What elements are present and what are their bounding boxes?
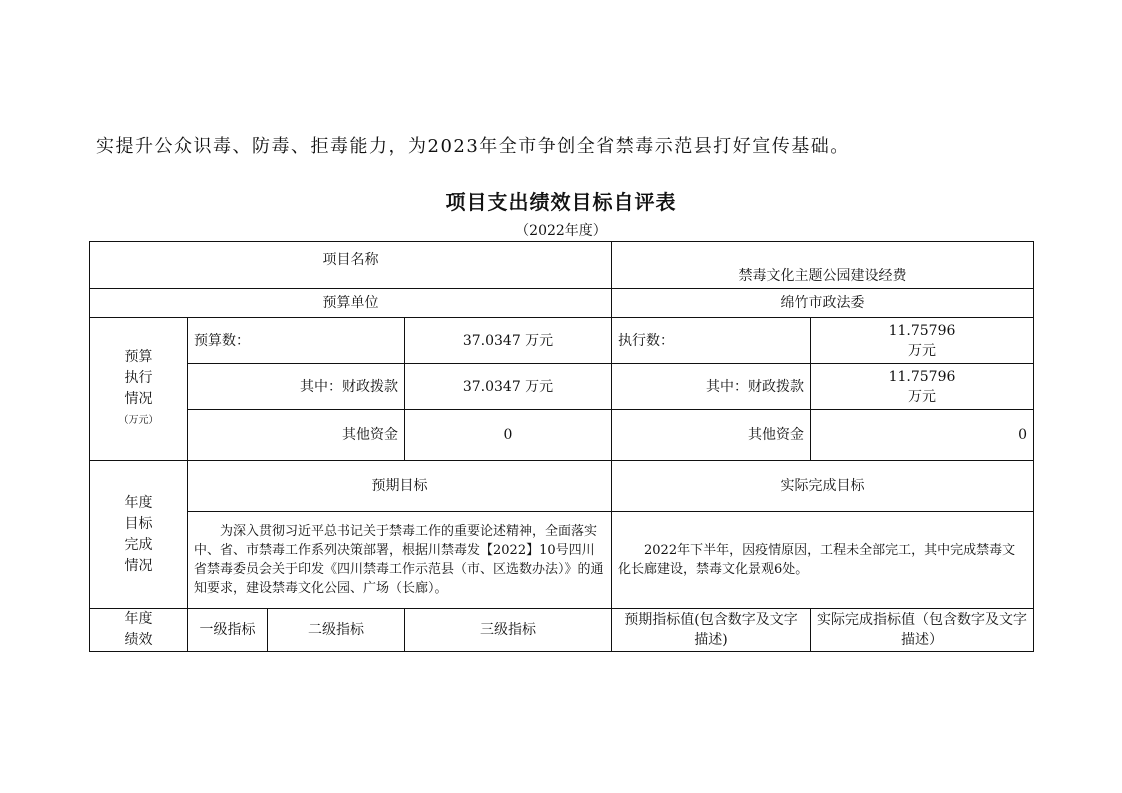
table-row [90, 318, 1034, 364]
table-row [90, 242, 1034, 289]
budget-execution-section: 预算 执行 情况 （万元） [90, 318, 188, 461]
budget-unit-label: 预算单位 [90, 289, 612, 318]
intro-paragraph: 实提升公众识毒、防毒、拒毒能力，为2023年全市争创全省禁毒示范县打好宣传基础。 [96, 136, 850, 157]
project-name-label: 项目名称 [90, 242, 612, 289]
other-funds-exec-label: 其他资金 [612, 410, 811, 461]
table-row [90, 410, 1034, 461]
expected-goal-header: 预期目标 [188, 461, 612, 512]
other-funds-budget: 0 [405, 410, 612, 461]
budget-amount-value: 37.0347 万元 [405, 318, 612, 364]
project-name-value: 禁毒文化主题公园建设经费 [612, 242, 1034, 289]
expected-goal-text: 为深入贯彻习近平总书记关于禁毒工作的重要论述精神，全面落实中、省、市禁毒工作系列决策部署，根据川禁毒发【2022】10号四川省禁毒委员会关于印发《四川禁毒工作示范县（市、区选数办法）》的通知要求，建设禁毒文化公园、广场（长廊）。 [188, 512, 612, 609]
page-title: 项目支出绩效目标自评表 [445, 190, 677, 214]
fiscal-allocation-budget: 37.0347 万元 [405, 364, 612, 410]
table-row [90, 512, 1034, 609]
evaluation-table [89, 241, 1034, 652]
actual-goal-text: 2022年下半年，因疫情原因，工程未全部完工，其中完成禁毒文化长廊建设，禁毒文化景观6处。 [612, 512, 1034, 609]
budget-amount-label: 预算数： [188, 318, 405, 364]
actual-indicator-value-header: 实际完成指标值（包含数字及文字描述） [811, 609, 1034, 652]
budget-unit-note: （万元） [118, 415, 159, 426]
report-year: （2022年度） [515, 223, 607, 239]
budget-unit-value: 绵竹市政法委 [612, 289, 1034, 318]
level3-indicator-header: 三级指标 [405, 609, 612, 652]
expected-indicator-value-header: 预期指标值(包含数字及文字描述) [612, 609, 811, 652]
level2-indicator-header: 二级指标 [268, 609, 405, 652]
table-row [90, 289, 1034, 318]
other-funds-label: 其他资金 [188, 410, 405, 461]
fiscal-allocation-label: 其中：财政拨款 [188, 364, 405, 410]
table-row [90, 364, 1034, 410]
table-row [90, 461, 1034, 512]
table-row [90, 609, 1034, 652]
annual-performance-section: 年度 绩效 [90, 609, 188, 652]
actual-goal-header: 实际完成目标 [612, 461, 1034, 512]
execution-amount-value: 11.75796 万元 [811, 318, 1034, 364]
other-funds-exec: 0 [811, 410, 1034, 461]
execution-amount-label: 执行数： [612, 318, 811, 364]
annual-goal-section: 年度 目标 完成 情况 [90, 461, 188, 609]
fiscal-allocation-exec: 11.75796 万元 [811, 364, 1034, 410]
level1-indicator-header: 一级指标 [188, 609, 268, 652]
fiscal-allocation-exec-label: 其中：财政拨款 [612, 364, 811, 410]
